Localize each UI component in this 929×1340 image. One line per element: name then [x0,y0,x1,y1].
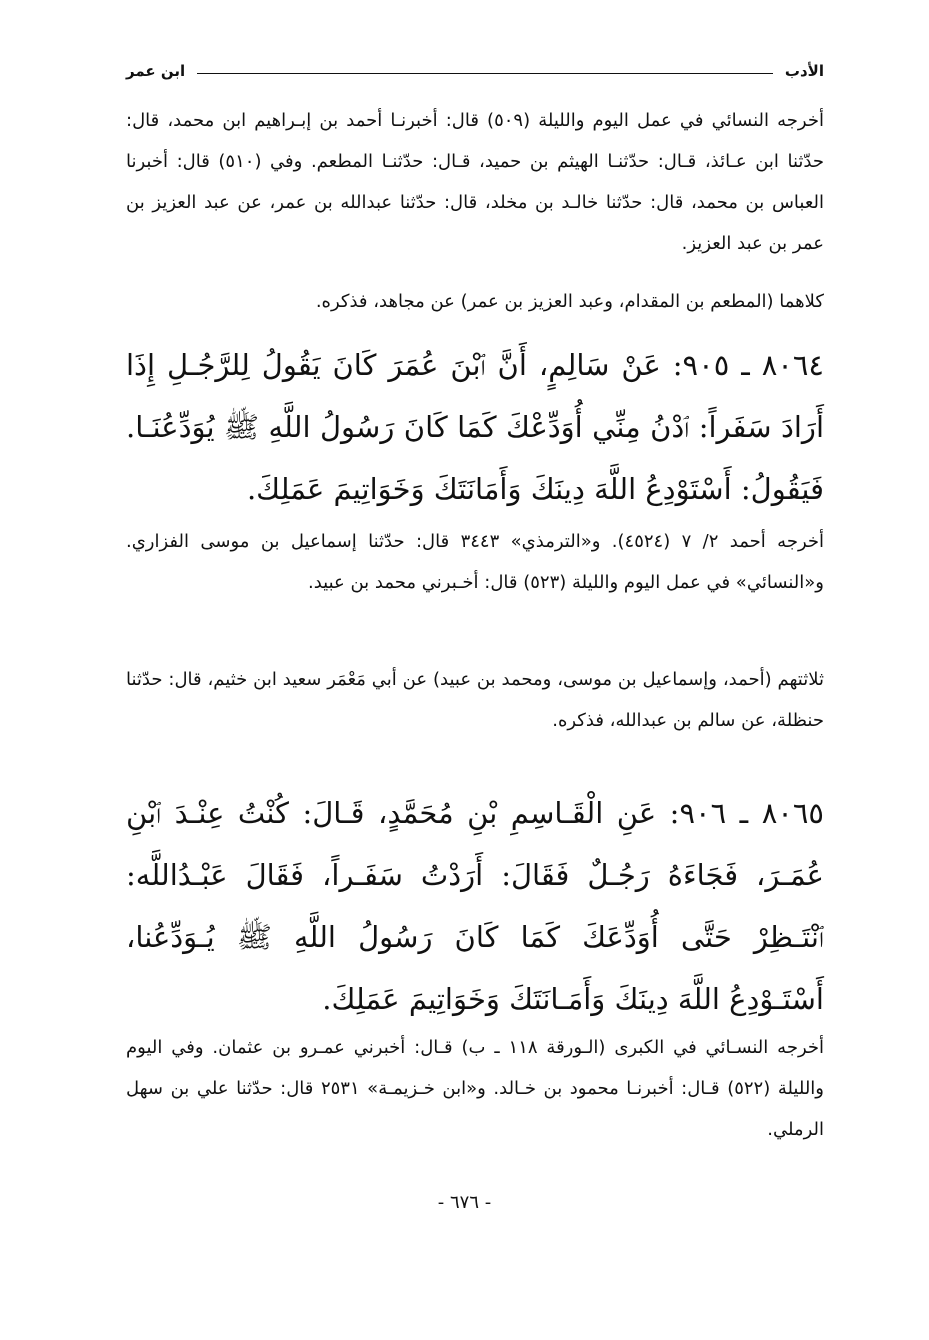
running-header [126,56,824,86]
source-note-5: أخرجه النسـائي في الكبرى (الـورقة ١١٨ ـ ب) قـال: أخبرني عمـرو بن عثمان. وفي اليوم والليلة (٥٢٢) قـال: أخبرنـا محمود بن خـالد. و«ابن خـزيمـة» ٢٥٣١ قال: حدّثنا علي بن سهل الرملي. [126,1037,825,1140]
section-title: الأدب [784,62,824,80]
hadith-8065: ٨٠٦٥ ـ ٩٠٦: عَنِ الْقَـاسِمِ بْنِ مُحَمَّدٍ، قَـالَ: كُنْتُ عِنْـدَ ٱبْنِ عُمَـرَ، فَجَاءَهُ رَجُـلٌ فَقَالَ: أَرَدْتُ سَفَـراً، فَقَالَ عَبْـدُاللَّه: ٱنْتَـظِرْ حَتَّى أُوَدِّعَكَ كَمَا كَانَ رَسُولُ اللَّهِ ﷺ يُـوَدِّعُنا، أَسْتَـوْدِعُ اللَّهَ دِينَكَ وَأَمَـانَتَكَ وَخَوَاتِيمَ عَمَلِكَ. [126,796,824,1016]
source-note-3: أخرجه أحمد ٢/ ٧ (٤٥٢٤). و«الترمذي» ٣٤٤٣ قال: حدّثنا إسماعيل بن موسى الفزاري. و«النسائي» في عمل اليوم والليلة (٥٢٣) قال: أخـبرني محمد بن عبيد. [126,531,825,593]
source-note-1: أخرجه النسائي في عمل اليوم والليلة (٥٠٩) قال: أخبرنـا أحمد بن إبـراهيم ابن محمد، قال: حدّثنا ابن عـائذ، قـال: حدّثنـا الهيثم بن حميد، قـال: حدّثنـا المطعم. وفي (٥١٠) قال: أخبرنا العباس بن محمد، قال: حدّثنا خالـد بن مخلد، قال: حدّثنا عبدالله بن عمر، عن عبد العزيز بن عمر بن عبد العزيز. [126,110,824,254]
chapter-title: ابن عمر [126,62,186,80]
header-rule [197,73,773,74]
source-note-2: كلاهما (المطعم بن المقدام، وعبد العزيز بن عمر) عن مجاهد، فذكره. [315,291,824,312]
source-note-4: ثلاثتهم (أحمد، وإسماعيل بن موسى، ومحمد بن عبيد) عن أبي مَعْمَر سعيد ابن خثيم، قال: حدّثنا حنظلة، عن سالم بن عبدالله، فذكره. [126,669,824,731]
hadith-8064: ٨٠٦٤ ـ ٩٠٥: عَنْ سَالِمٍ، أَنَّ ٱبْنَ عُمَرَ كَانَ يَقُولُ لِلرَّجُـلِ إِذَا أَرَادَ سَفَراً: ٱدْنُ مِنِّي أُوَدِّعْكَ كَمَا كَانَ رَسُولُ اللَّهِ ﷺ يُوَدِّعُنَـا. فَيَقُولُ: أَسْتَوْدِعُ اللَّهَ دِينَكَ وَأَمَانَتَكَ وَخَوَاتِيمَ عَمَلِكَ. [126,348,825,506]
page-number: - ٦٧٦ - [437,1192,492,1213]
